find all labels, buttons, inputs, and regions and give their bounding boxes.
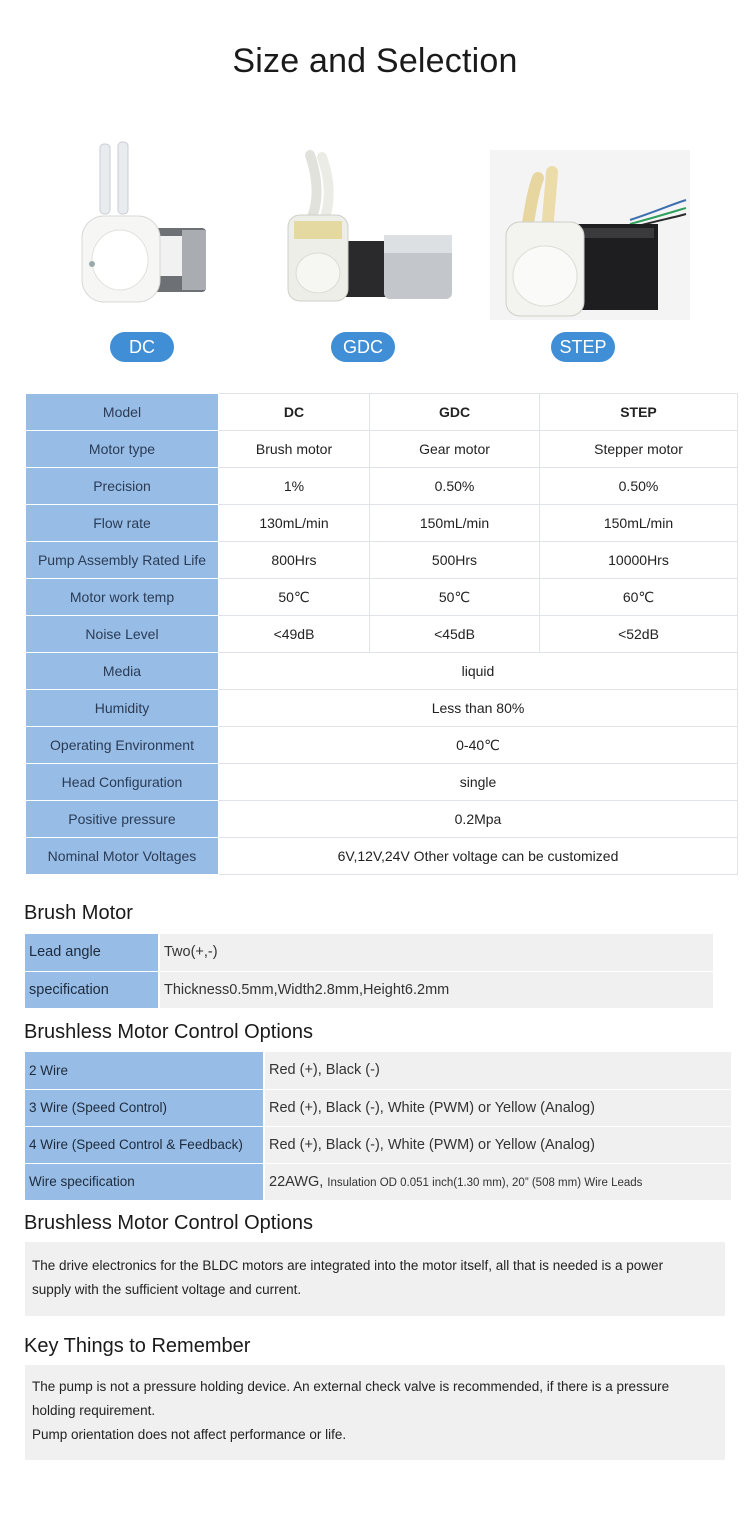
spec-value-step: 150mL/min xyxy=(540,505,738,542)
brushless-options-table xyxy=(25,1052,731,1201)
spec-value-shared: 0-40℃ xyxy=(219,727,738,764)
spec-value-shared: liquid xyxy=(219,653,738,690)
spec-value-dc: 130mL/min xyxy=(219,505,370,542)
brushless-label: Wire specification xyxy=(25,1163,264,1200)
brushless-options-title: Brushless Motor Control Options xyxy=(24,1021,314,1043)
spec-row-motor-type xyxy=(26,431,738,468)
page-title: Size and Selection xyxy=(232,42,518,80)
brushless-label: 4 Wire (Speed Control & Feedback) xyxy=(25,1126,264,1163)
spec-value-dc: Brush motor xyxy=(219,431,370,468)
brushless-row xyxy=(25,1052,731,1089)
spec-value-dc: DC xyxy=(219,394,370,431)
spec-value-step: <52dB xyxy=(540,616,738,653)
spec-label: Motor work temp xyxy=(26,579,219,616)
spec-row-operating-environment xyxy=(26,727,738,764)
spec-row-nominal-voltages xyxy=(26,838,738,875)
spec-value-gdc: <45dB xyxy=(370,616,540,653)
spec-label: Head Configuration xyxy=(26,764,219,801)
brushless-row xyxy=(25,1126,731,1163)
spec-label: Noise Level xyxy=(26,616,219,653)
spec-value-step: 60℃ xyxy=(540,579,738,616)
key-things-box xyxy=(25,1365,725,1460)
spec-value-gdc: 50℃ xyxy=(370,579,540,616)
spec-value-dc: 1% xyxy=(219,468,370,505)
brush-motor-label: specification xyxy=(25,971,159,1008)
product-pill-step[interactable]: STEP xyxy=(551,332,615,362)
product-image-gdc xyxy=(280,145,460,315)
spec-row-model xyxy=(26,394,738,431)
spec-value-shared: Less than 80% xyxy=(219,690,738,727)
product-image-step xyxy=(490,150,690,320)
spec-value-dc: 50℃ xyxy=(219,579,370,616)
product-pill-dc[interactable]: DC xyxy=(110,332,174,362)
note-line: The pump is not a pressure holding device. An external check valve is recommended, if there is a pressure xyxy=(32,1379,670,1394)
note-line: Pump orientation does not affect performance or life. xyxy=(32,1427,347,1442)
spec-row-precision xyxy=(26,468,738,505)
note-line: supply with the sufficient voltage and current. xyxy=(32,1282,302,1297)
brushless-value: Red (+), Black (-) xyxy=(264,1052,731,1089)
spec-value-dc: 800Hrs xyxy=(219,542,370,579)
brushless-value xyxy=(264,1163,731,1200)
product-image-dc xyxy=(70,140,220,310)
brushless-note-box xyxy=(25,1242,725,1316)
brush-motor-table xyxy=(25,934,713,1009)
spec-row-flow-rate xyxy=(26,505,738,542)
spec-row-positive-pressure xyxy=(26,801,738,838)
note-line: The drive electronics for the BLDC motors are integrated into the motor itself, all that is needed is a power xyxy=(32,1258,664,1273)
wire-spec-main: 22AWG, xyxy=(269,1173,324,1190)
spec-row-noise-level xyxy=(26,616,738,653)
brushless-value: Red (+), Black (-), White (PWM) or Yellow (Analog) xyxy=(264,1089,731,1126)
brush-motor-value: Thickness0.5mm,Width2.8mm,Height6.2mm xyxy=(159,971,713,1008)
spec-label: Model xyxy=(26,394,219,431)
spec-label: Pump Assembly Rated Life xyxy=(26,542,219,579)
spec-label: Positive pressure xyxy=(26,801,219,838)
spec-row-humidity xyxy=(26,690,738,727)
spec-row-rated-life xyxy=(26,542,738,579)
spec-value-step: 10000Hrs xyxy=(540,542,738,579)
spec-value-shared: 0.2Mpa xyxy=(219,801,738,838)
brushless-label: 2 Wire xyxy=(25,1052,264,1089)
key-things-title: Key Things to Remember xyxy=(24,1335,251,1357)
brushless-note-title: Brushless Motor Control Options xyxy=(24,1212,314,1234)
spec-value-shared: single xyxy=(219,764,738,801)
spec-table xyxy=(25,393,738,875)
brush-motor-label: Lead angle xyxy=(25,934,159,971)
spec-label: Humidity xyxy=(26,690,219,727)
spec-label: Media xyxy=(26,653,219,690)
spec-value-step: STEP xyxy=(540,394,738,431)
spec-value-step: 0.50% xyxy=(540,468,738,505)
brushless-row xyxy=(25,1163,731,1200)
product-pill-gdc[interactable]: GDC xyxy=(331,332,395,362)
spec-value-gdc: 500Hrs xyxy=(370,542,540,579)
wire-spec-detail: Insulation OD 0.051 inch(1.30 mm), 20” (508 mm) Wire Leads xyxy=(327,1176,643,1189)
spec-label: Operating Environment xyxy=(26,727,219,764)
spec-label: Nominal Motor Voltages xyxy=(26,838,219,875)
spec-row-work-temp xyxy=(26,579,738,616)
spec-value-step: Stepper motor xyxy=(540,431,738,468)
note-line: holding requirement. xyxy=(32,1403,156,1418)
spec-value-dc: <49dB xyxy=(219,616,370,653)
brush-motor-row xyxy=(25,934,713,971)
spec-value-gdc: GDC xyxy=(370,394,540,431)
brushless-row xyxy=(25,1089,731,1126)
brush-motor-row xyxy=(25,971,713,1008)
spec-label: Precision xyxy=(26,468,219,505)
brush-motor-value: Two(+,-) xyxy=(159,934,713,971)
spec-value-gdc: 0.50% xyxy=(370,468,540,505)
brush-motor-title: Brush Motor xyxy=(24,902,133,924)
spec-value-gdc: Gear motor xyxy=(370,431,540,468)
spec-label: Motor type xyxy=(26,431,219,468)
brushless-label: 3 Wire (Speed Control) xyxy=(25,1089,264,1126)
brushless-value: Red (+), Black (-), White (PWM) or Yellow (Analog) xyxy=(264,1126,731,1163)
spec-row-media xyxy=(26,653,738,690)
spec-row-head-configuration xyxy=(26,764,738,801)
spec-label: Flow rate xyxy=(26,505,219,542)
spec-value-shared: 6V,12V,24V Other voltage can be customized xyxy=(219,838,738,875)
spec-value-gdc: 150mL/min xyxy=(370,505,540,542)
